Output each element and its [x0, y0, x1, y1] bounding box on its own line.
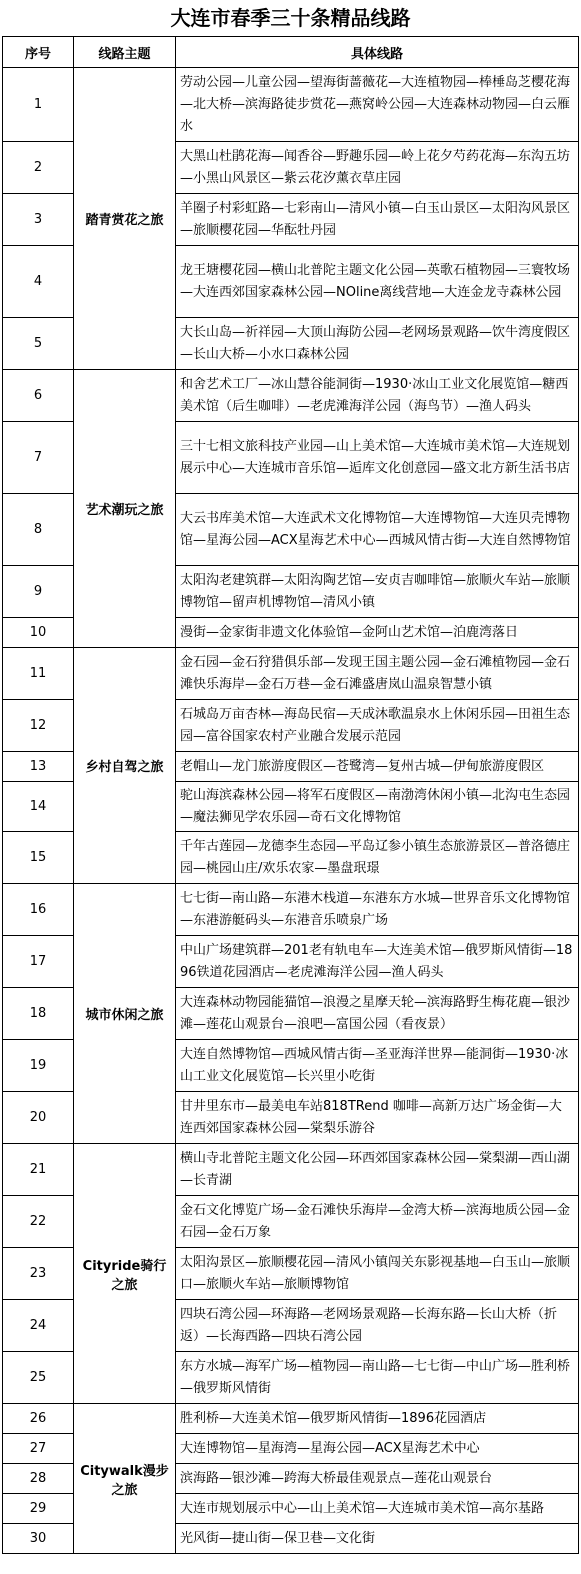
route-detail: 光风街—捷山街—保卫巷—文化街 [176, 1524, 579, 1554]
route-detail: 中山广场建筑群—201老有轨电车—大连美术馆—俄罗斯风情街—1896铁道花园酒店—老虎滩海洋公园—渔人码头 [176, 936, 579, 988]
route-number: 6 [3, 370, 74, 422]
route-number: 5 [3, 318, 74, 370]
route-theme: 艺术潮玩之旅 [74, 370, 176, 648]
route-theme: 城市休闲之旅 [74, 884, 176, 1144]
route-number: 17 [3, 936, 74, 988]
route-detail: 大连博物馆—星海湾—星海公园—ACX星海艺术中心 [176, 1434, 579, 1464]
route-number: 8 [3, 494, 74, 566]
route-detail: 大云书库美术馆—大连武术文化博物馆—大连博物馆—大连贝壳博物馆—星海公园—ACX星海艺术中心—西城风情古街—大连自然博物馆 [176, 494, 579, 566]
route-detail: 大连自然博物馆—西城风情古街—圣亚海洋世界—能洞街—1930·冰山工业文化展览馆—长兴里小吃街 [176, 1040, 579, 1092]
route-detail: 甘井里东市—最美电车站818TRend 咖啡—高新万达广场金街—大连西郊国家森林公园—棠梨乐游谷 [176, 1092, 579, 1144]
route-number: 7 [3, 422, 74, 494]
route-number: 28 [3, 1464, 74, 1494]
table-row [3, 370, 579, 422]
route-number: 13 [3, 752, 74, 782]
route-number: 18 [3, 988, 74, 1040]
route-detail: 龙王塘樱花园—横山北普陀主题文化公园—英歌石植物园—三寰牧场—大连西郊国家森林公园—NOline离线营地—大连金龙寺森林公园 [176, 246, 579, 318]
route-number: 20 [3, 1092, 74, 1144]
route-detail: 羊圈子村彩虹路—七彩南山—清风小镇—白玉山景区—太阳沟风景区—旅顺樱花园—华酝牡丹园 [176, 194, 579, 246]
route-detail: 胜利桥—大连美术馆—俄罗斯风情街—1896花园酒店 [176, 1404, 579, 1434]
table-row [3, 884, 579, 936]
route-number: 9 [3, 566, 74, 618]
route-number: 22 [3, 1196, 74, 1248]
route-detail: 大黑山杜鹃花海—闻香谷—野趣乐园—岭上花夕芍药花海—东沟五坊—小黑山风景区—紫云花汐薰衣草庄园 [176, 142, 579, 194]
route-detail: 驼山海滨森林公园—将军石度假区—南渤湾休闲小镇—北沟屯生态园—魔法狮见学农乐园—奇石文化博物馆 [176, 782, 579, 832]
route-number: 14 [3, 782, 74, 832]
route-detail: 老帽山—龙门旅游度假区—苍鹭湾—复州古城—伊甸旅游度假区 [176, 752, 579, 782]
route-number: 4 [3, 246, 74, 318]
route-number: 1 [3, 68, 74, 142]
route-number: 19 [3, 1040, 74, 1092]
route-number: 2 [3, 142, 74, 194]
route-detail: 大长山岛—祈祥园—大顶山海防公园—老网场景观路—饮牛湾度假区—长山大桥—小水口森林公园 [176, 318, 579, 370]
table-row [3, 68, 579, 142]
route-number: 15 [3, 832, 74, 884]
route-number: 24 [3, 1300, 74, 1352]
page-title: 大连市春季三十条精品线路 [170, 6, 411, 30]
route-number: 26 [3, 1404, 74, 1434]
route-number: 29 [3, 1494, 74, 1524]
routes-table [2, 36, 579, 1554]
route-detail: 太阳沟景区—旅顺樱花园—清风小镇闯关东影视基地—白玉山—旅顺口—旅顺火车站—旅顺博物馆 [176, 1248, 579, 1300]
route-number: 12 [3, 700, 74, 752]
route-detail: 漫街—金家街非遗文化体验馆—金阿山艺术馆—泊鹿湾落日 [176, 618, 579, 648]
route-detail: 七七街—南山路—东港木栈道—东港东方水城—世界音乐文化博物馆—东港游艇码头—东港音乐喷泉广场 [176, 884, 579, 936]
header-route: 具体线路 [176, 37, 579, 68]
route-detail: 千年古莲园—龙德李生态园—平岛辽参小镇生态旅游景区—普洛德庄园—桃园山庄/欢乐农家—墨盘珉璟 [176, 832, 579, 884]
table-row [3, 1144, 579, 1196]
route-theme: Cityride骑行之旅 [74, 1144, 176, 1404]
route-detail: 金石文化博览广场—金石滩快乐海岸—金湾大桥—滨海地质公园—金石园—金石万象 [176, 1196, 579, 1248]
table-row [3, 1404, 579, 1434]
route-detail: 劳动公园—儿童公园—望海街蔷薇花—大连植物园—棒棰岛芝樱花海—北大桥—滨海路徒步赏花—燕窝岭公园—大连森林动物园—白云雁水 [176, 68, 579, 142]
header-theme: 线路主题 [74, 37, 176, 68]
table-body [3, 68, 579, 1554]
route-detail: 横山寺北普陀主题文化公园—环西郊国家森林公园—棠梨湖—西山湖—长青湖 [176, 1144, 579, 1196]
route-detail: 东方水城—海军广场—植物园—南山路—七七街—中山广场—胜利桥—俄罗斯风情街 [176, 1352, 579, 1404]
route-detail: 石城岛万亩杏林—海岛民宿—天成沐歌温泉水上休闲乐园—田祖生态园—富谷国家农村产业融合发展示范园 [176, 700, 579, 752]
table-row [3, 648, 579, 700]
route-theme: 乡村自驾之旅 [74, 648, 176, 884]
route-detail: 滨海路—银沙滩—跨海大桥最佳观景点—莲花山观景台 [176, 1464, 579, 1494]
route-number: 27 [3, 1434, 74, 1464]
route-detail: 金石园—金石狩猎俱乐部—发现王国主题公园—金石滩植物园—金石滩快乐海岸—金石万巷—金石滩盛唐岚山温泉智慧小镇 [176, 648, 579, 700]
route-detail: 四块石湾公园—环海路—老网场景观路—长海东路—长山大桥（折返）—长海西路—四块石湾公园 [176, 1300, 579, 1352]
route-detail: 大连森林动物园能猫馆—浪漫之星摩天轮—滨海路野生梅花鹿—银沙滩—莲花山观景台—浪吧—富国公园（看夜景） [176, 988, 579, 1040]
header-num: 序号 [3, 37, 74, 68]
table-header-row [3, 37, 579, 68]
route-number: 21 [3, 1144, 74, 1196]
route-number: 23 [3, 1248, 74, 1300]
route-number: 16 [3, 884, 74, 936]
route-number: 30 [3, 1524, 74, 1554]
route-detail: 三十七相文旅科技产业园—山上美术馆—大连城市美术馆—大连规划展示中心—大连城市音乐馆—逅库文化创意园—盛文北方新生活书店 [176, 422, 579, 494]
route-detail: 大连市规划展示中心—山上美术馆—大连城市美术馆—高尔基路 [176, 1494, 579, 1524]
route-number: 25 [3, 1352, 74, 1404]
route-number: 3 [3, 194, 74, 246]
route-detail: 和舍艺术工厂—冰山慧谷能洞街—1930·冰山工业文化展览馆—糖西美术馆（后生咖啡）—老虎滩海洋公园（海鸟节）—渔人码头 [176, 370, 579, 422]
route-theme: 踏青赏花之旅 [74, 68, 176, 370]
route-theme: Citywalk漫步之旅 [74, 1404, 176, 1554]
route-number: 10 [3, 618, 74, 648]
route-number: 11 [3, 648, 74, 700]
route-detail: 太阳沟老建筑群—太阳沟陶艺馆—安贞吉咖啡馆—旅顺火车站—旅顺博物馆—留声机博物馆—清风小镇 [176, 566, 579, 618]
